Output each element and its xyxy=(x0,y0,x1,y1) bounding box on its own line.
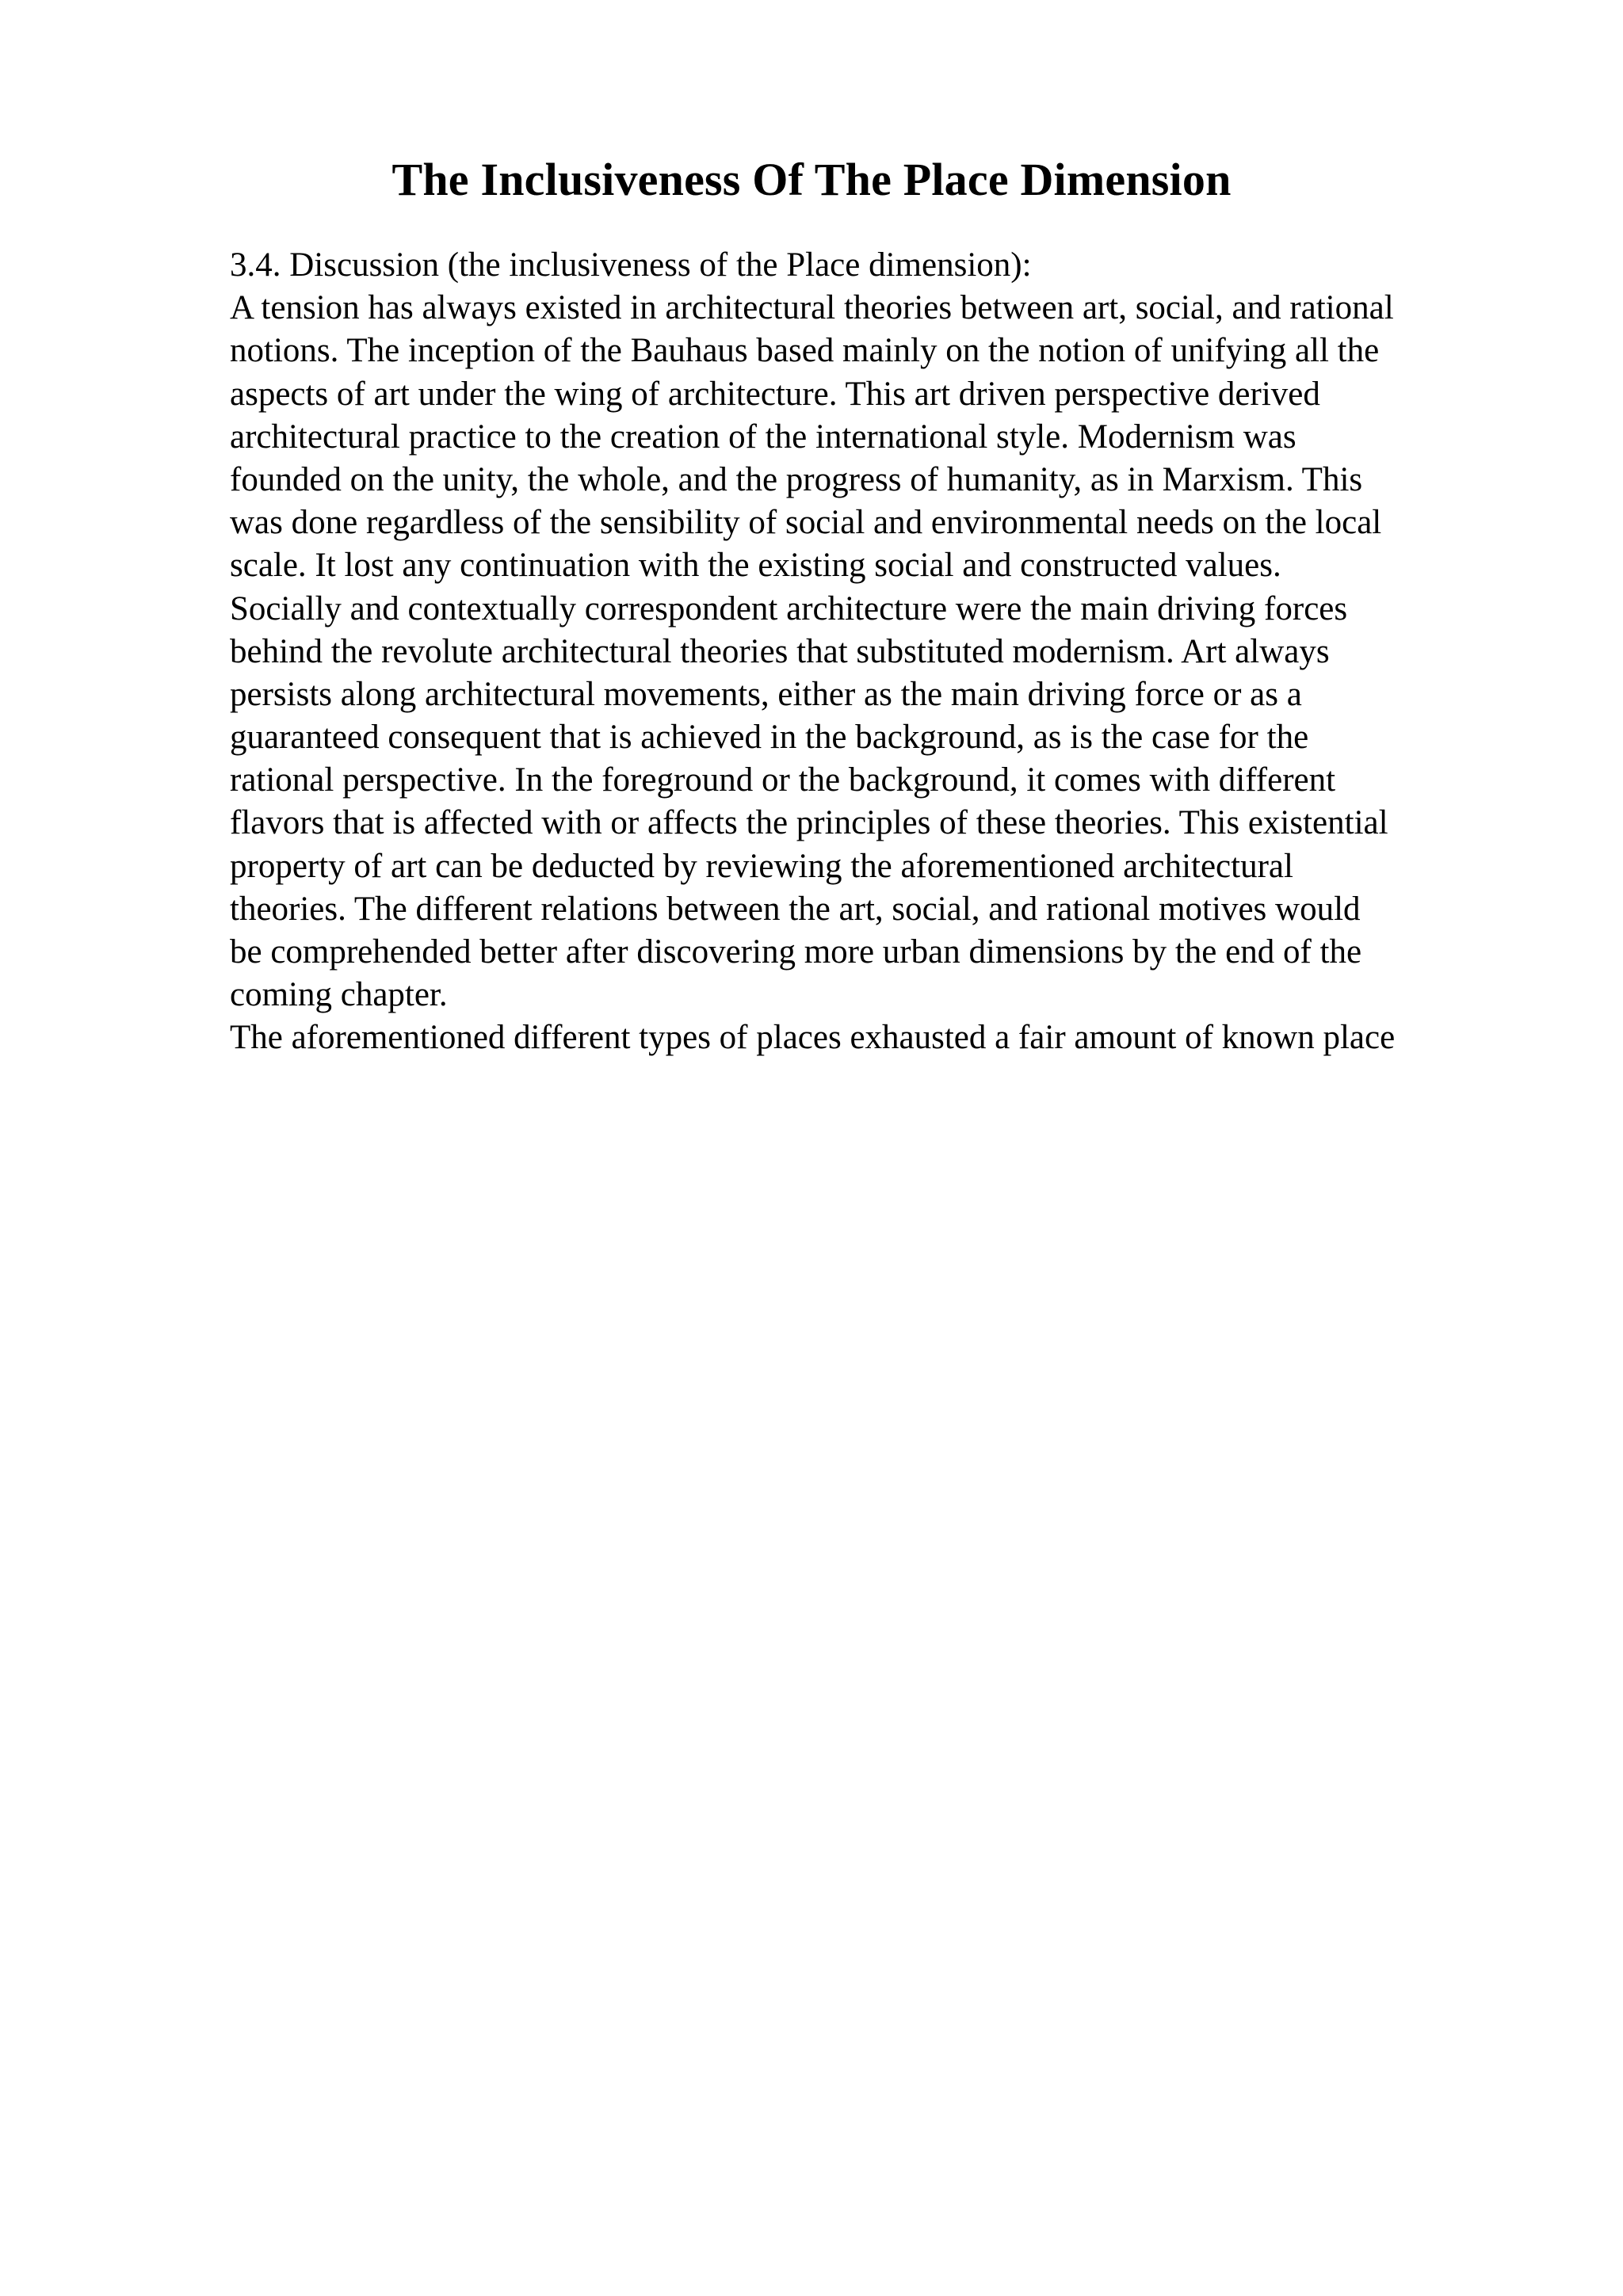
text-line: be comprehended better after discovering more urban dimensions by the end of the xyxy=(230,933,1362,971)
text-line: scale. It lost any continuation with the existing social and constructed values. xyxy=(230,547,1281,585)
body-text xyxy=(230,244,1498,1060)
text-line: flavors that is affected with or affects the principles of these theories. This existential xyxy=(230,804,1388,842)
section-heading-line: 3.4. Discussion (the inclusiveness of the Place dimension): xyxy=(230,246,1032,284)
text-line: guaranteed consequent that is achieved in the background, as is the case for the xyxy=(230,719,1309,757)
text-line: Socially and contextually correspondent architecture were the main driving forces xyxy=(230,589,1348,627)
page-title: The Inclusiveness Of The Place Dimension xyxy=(391,154,1232,205)
text-line: rational perspective. In the foreground or the background, it comes with different xyxy=(230,761,1336,799)
text-line: aspects of art under the wing of architecture. This art driven perspective derived xyxy=(230,375,1320,413)
text-line: property of art can be deducted by reviewing the aforementioned architectural xyxy=(230,847,1293,885)
text-line: persists along architectural movements, either as the main driving force or as a xyxy=(230,675,1302,713)
text-line: founded on the unity, the whole, and the progress of humanity, as in Marxism. This xyxy=(230,460,1363,498)
text-line: coming chapter. xyxy=(230,976,448,1014)
text-line: behind the revolute architectural theories that substituted modernism. Art always xyxy=(230,632,1330,670)
text-line: A tension has always existed in architectural theories between art, social, and rational xyxy=(230,289,1394,327)
text-line: was done regardless of the sensibility of social and environmental needs on the local xyxy=(230,504,1382,542)
text-line: theories. The different relations between the art, social, and rational motives would xyxy=(230,890,1361,928)
text-line: The aforementioned different types of places exhausted a fair amount of known place xyxy=(230,1019,1396,1057)
text-line: architectural practice to the creation of the international style. Modernism was xyxy=(230,418,1296,456)
text-line: notions. The inception of the Bauhaus based mainly on the notion of unifying all the xyxy=(230,332,1380,370)
